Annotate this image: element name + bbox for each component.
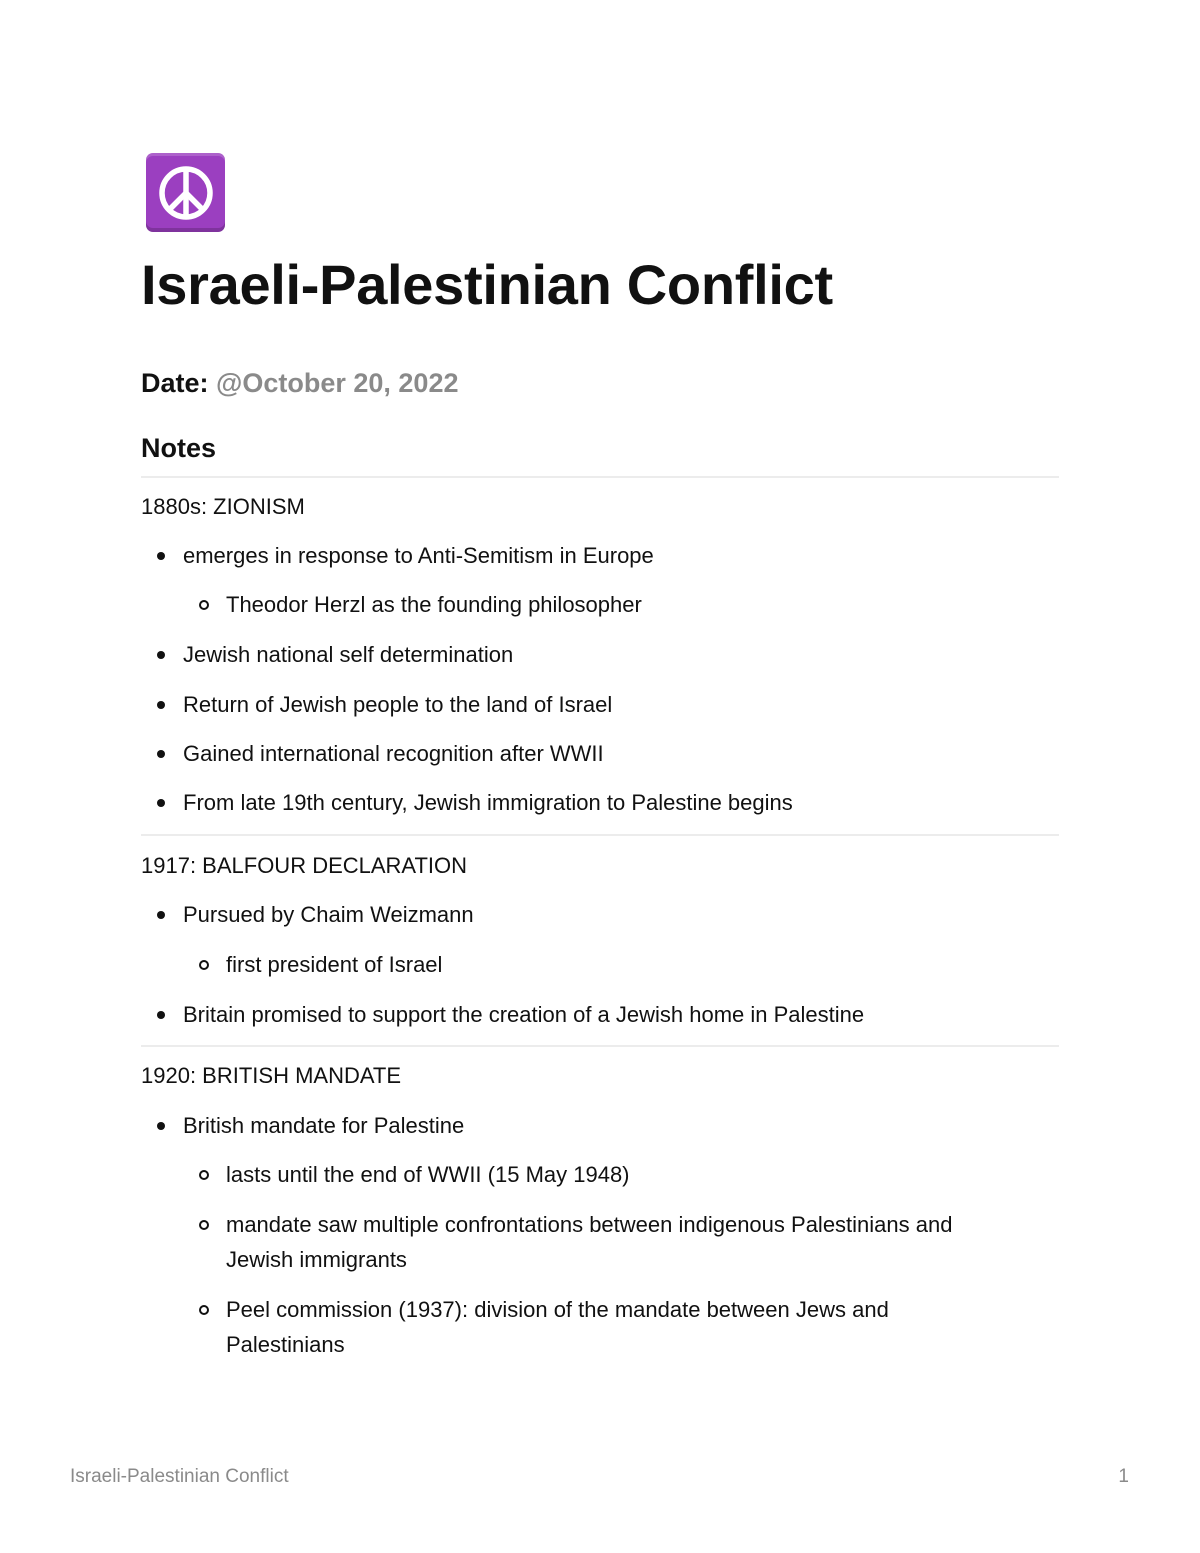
- list-item: Theodor Herzl as the founding philosopher: [226, 587, 642, 622]
- list-item: Jewish national self determination: [183, 637, 513, 672]
- list-item: emerges in response to Anti-Semitism in Europe: [183, 538, 654, 573]
- notes-heading: Notes: [141, 433, 217, 463]
- date-label: Date:: [141, 368, 209, 398]
- list-item: British mandate for Palestine: [183, 1108, 464, 1143]
- footer-title: Israeli-Palestinian Conflict: [70, 1466, 289, 1487]
- list-item: Return of Jewish people to the land of Israel: [183, 687, 612, 722]
- list-item-continuation: Jewish immigrants: [226, 1247, 407, 1272]
- bullet-icon: [157, 1011, 165, 1019]
- hollow-bullet-icon: [199, 960, 209, 970]
- notes-heading-divider: [141, 476, 1059, 478]
- hollow-bullet-icon: [199, 1220, 209, 1230]
- list-item: first president of Israel: [226, 947, 442, 982]
- bullet-icon: [157, 1122, 165, 1130]
- list-item: mandate saw multiple confrontations between indigenous Palestinians and: [226, 1207, 952, 1242]
- hollow-bullet-icon: [199, 1170, 209, 1180]
- hollow-bullet-icon: [199, 1305, 209, 1315]
- section-title-zionism: 1880s: ZIONISM: [141, 494, 305, 519]
- bullet-icon: [157, 799, 165, 807]
- bullet-icon: [157, 750, 165, 758]
- section-divider: [141, 1045, 1059, 1047]
- page-number: 1: [1118, 1466, 1129, 1487]
- bullet-icon: [157, 651, 165, 659]
- list-item: From late 19th century, Jewish immigration to Palestine begins: [183, 785, 793, 820]
- list-item: Pursued by Chaim Weizmann: [183, 897, 474, 932]
- date-mention[interactable]: @October 20, 2022: [216, 368, 459, 398]
- list-item: Gained international recognition after WWII: [183, 736, 604, 771]
- list-item-continuation: Palestinians: [226, 1332, 345, 1357]
- bullet-icon: [157, 701, 165, 709]
- section-title-balfour-declaration: 1917: BALFOUR DECLARATION: [141, 853, 468, 878]
- bullet-icon: [157, 552, 165, 560]
- list-item: Britain promised to support the creation of a Jewish home in Palestine: [183, 997, 864, 1032]
- hollow-bullet-icon: [199, 600, 209, 610]
- page-title: Israeli-Palestinian Conflict: [141, 253, 833, 316]
- section-divider: [141, 834, 1059, 836]
- list-item: Peel commission (1937): division of the mandate between Jews and: [226, 1292, 889, 1327]
- peace-symbol-icon: [146, 153, 225, 232]
- date-property: [141, 366, 458, 400]
- section-title-british-mandate: 1920: BRITISH MANDATE: [141, 1063, 401, 1088]
- bullet-icon: [157, 911, 165, 919]
- list-item: lasts until the end of WWII (15 May 1948): [226, 1157, 630, 1192]
